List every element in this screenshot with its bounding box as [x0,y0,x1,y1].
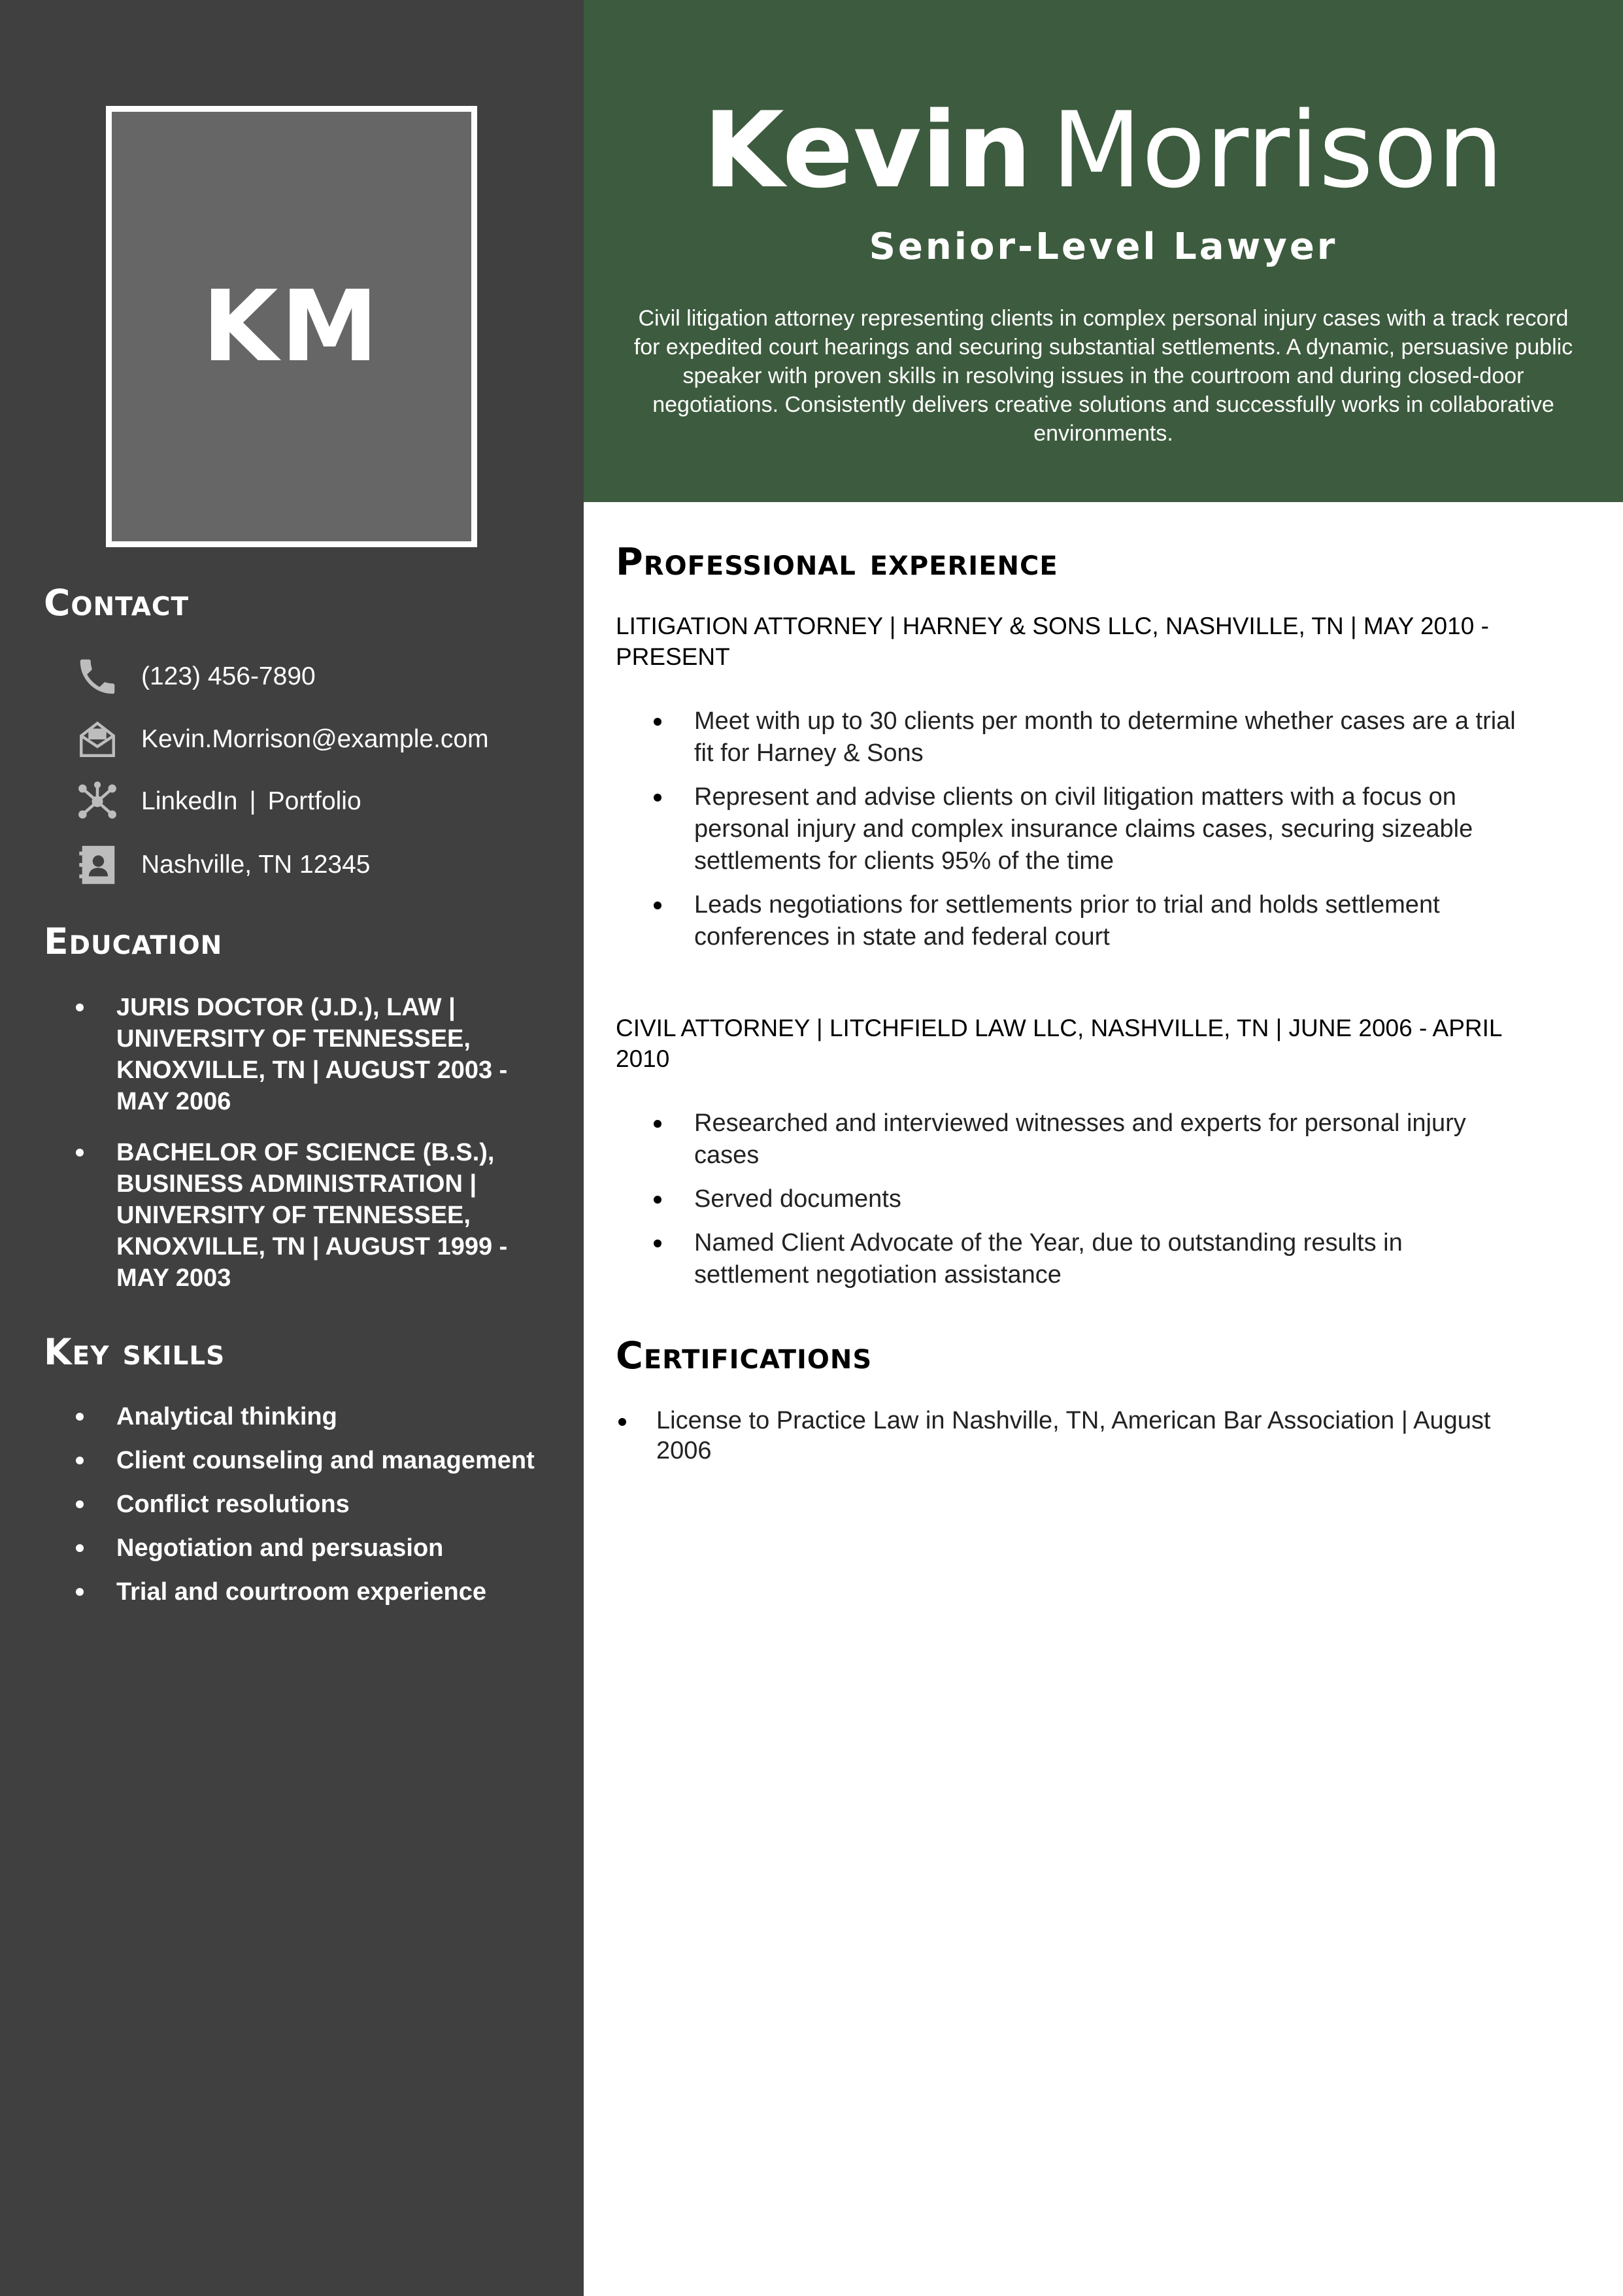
contact-email[interactable]: Kevin.Morrison@example.com [141,725,489,753]
header-banner [584,0,1623,502]
skill-item: Analytical thinking [72,1401,556,1432]
last-name: Morrison [1051,89,1504,211]
first-name: Kevin [703,89,1032,211]
certification-item: License to Practice Law in Nashville, TN, American Bar Association | August 2006 [616,1406,1524,1466]
contact-heading: Contact [44,582,190,624]
job-bullets [654,705,1523,965]
education-list [72,992,556,1313]
education-item: BACHELOR OF SCIENCE (B.S.), BUSINESS ADMINISTRATION | UNIVERSITY OF TENNESSEE, KNOXVILLE, TN | AUGUST 1999 - MAY 2003 [72,1137,556,1294]
contact-links-row [72,775,361,828]
contact-location: Nashville, TN 12345 [141,851,371,879]
professional-summary: Civil litigation attorney representing clients in complex personal injury cases with a track record for expedited court hearings and securing substantial settlements. A dynamic, persuasive public speaker with proven skills in resolving issues in the courtroom and during closed-door negotiations. Consistently delivers creative solutions and successfully works in collaborative environments. [633,306,1573,446]
job-bullet: Named Client Advocate of the Year, due to outstanding results in settlement negotiation assistance [654,1227,1523,1291]
job-title: CIVIL ATTORNEY | LITCHFIELD LAW LLC, NASHVILLE, TN | JUNE 2006 - APRIL 2010 [616,1015,1502,1072]
phone-icon [72,651,123,702]
job-bullets [654,1107,1523,1303]
job-bullet: Meet with up to 30 clients per month to determine whether cases are a trial fit for Harney & Sons [654,705,1523,769]
skill-item: Client counseling and management [72,1445,556,1476]
email-icon [72,714,123,765]
sidebar [0,0,584,2296]
contact-phone-row [72,650,316,703]
skills-heading: Key skills [44,1331,226,1373]
skill-item: Trial and courtroom experience [72,1576,556,1608]
skill-item: Negotiation and persuasion [72,1532,556,1564]
skills-list [72,1401,556,1620]
contact-portfolio-link[interactable]: Portfolio [267,787,361,815]
contact-location-row [72,839,370,891]
job-bullet: Researched and interviewed witnesses and experts for personal injury cases [654,1107,1523,1172]
education-heading: Education [44,920,223,962]
contact-card-icon [72,839,123,890]
contact-email-row[interactable] [72,713,489,766]
job-title: LITIGATION ATTORNEY | HARNEY & SONS LLC, NASHVILLE, TN | MAY 2010 - PRESENT [616,613,1489,670]
job-bullet: Served documents [654,1183,1523,1215]
network-icon [72,776,123,827]
contact-linkedin-link[interactable]: LinkedIn [141,787,238,815]
contact-phone: (123) 456-7890 [141,662,316,690]
education-item: JURIS DOCTOR (J.D.), LAW | UNIVERSITY OF TENNESSEE, KNOXVILLE, TN | AUGUST 2003 - MAY 2006 [72,992,556,1117]
certifications-heading: Certifications [616,1334,873,1377]
experience-heading: Professional experience [616,541,1058,584]
contact-link-separator: | [249,787,256,815]
certifications-list [616,1406,1524,1477]
job-bullet: Represent and advise clients on civil litigation matters with a focus on personal injury and complex insurance claims cases, securing sizeable settlements for clients 95% of the time [654,781,1523,877]
job-bullet: Leads negotiations for settlements prior to trial and holds settlement conferences in state and federal court [654,889,1523,953]
job-role: Senior-Level Lawyer [869,226,1338,268]
full-name [584,88,1623,212]
skill-item: Conflict resolutions [72,1489,556,1520]
monogram-initials: KM [202,269,381,384]
monogram-box [106,106,477,547]
